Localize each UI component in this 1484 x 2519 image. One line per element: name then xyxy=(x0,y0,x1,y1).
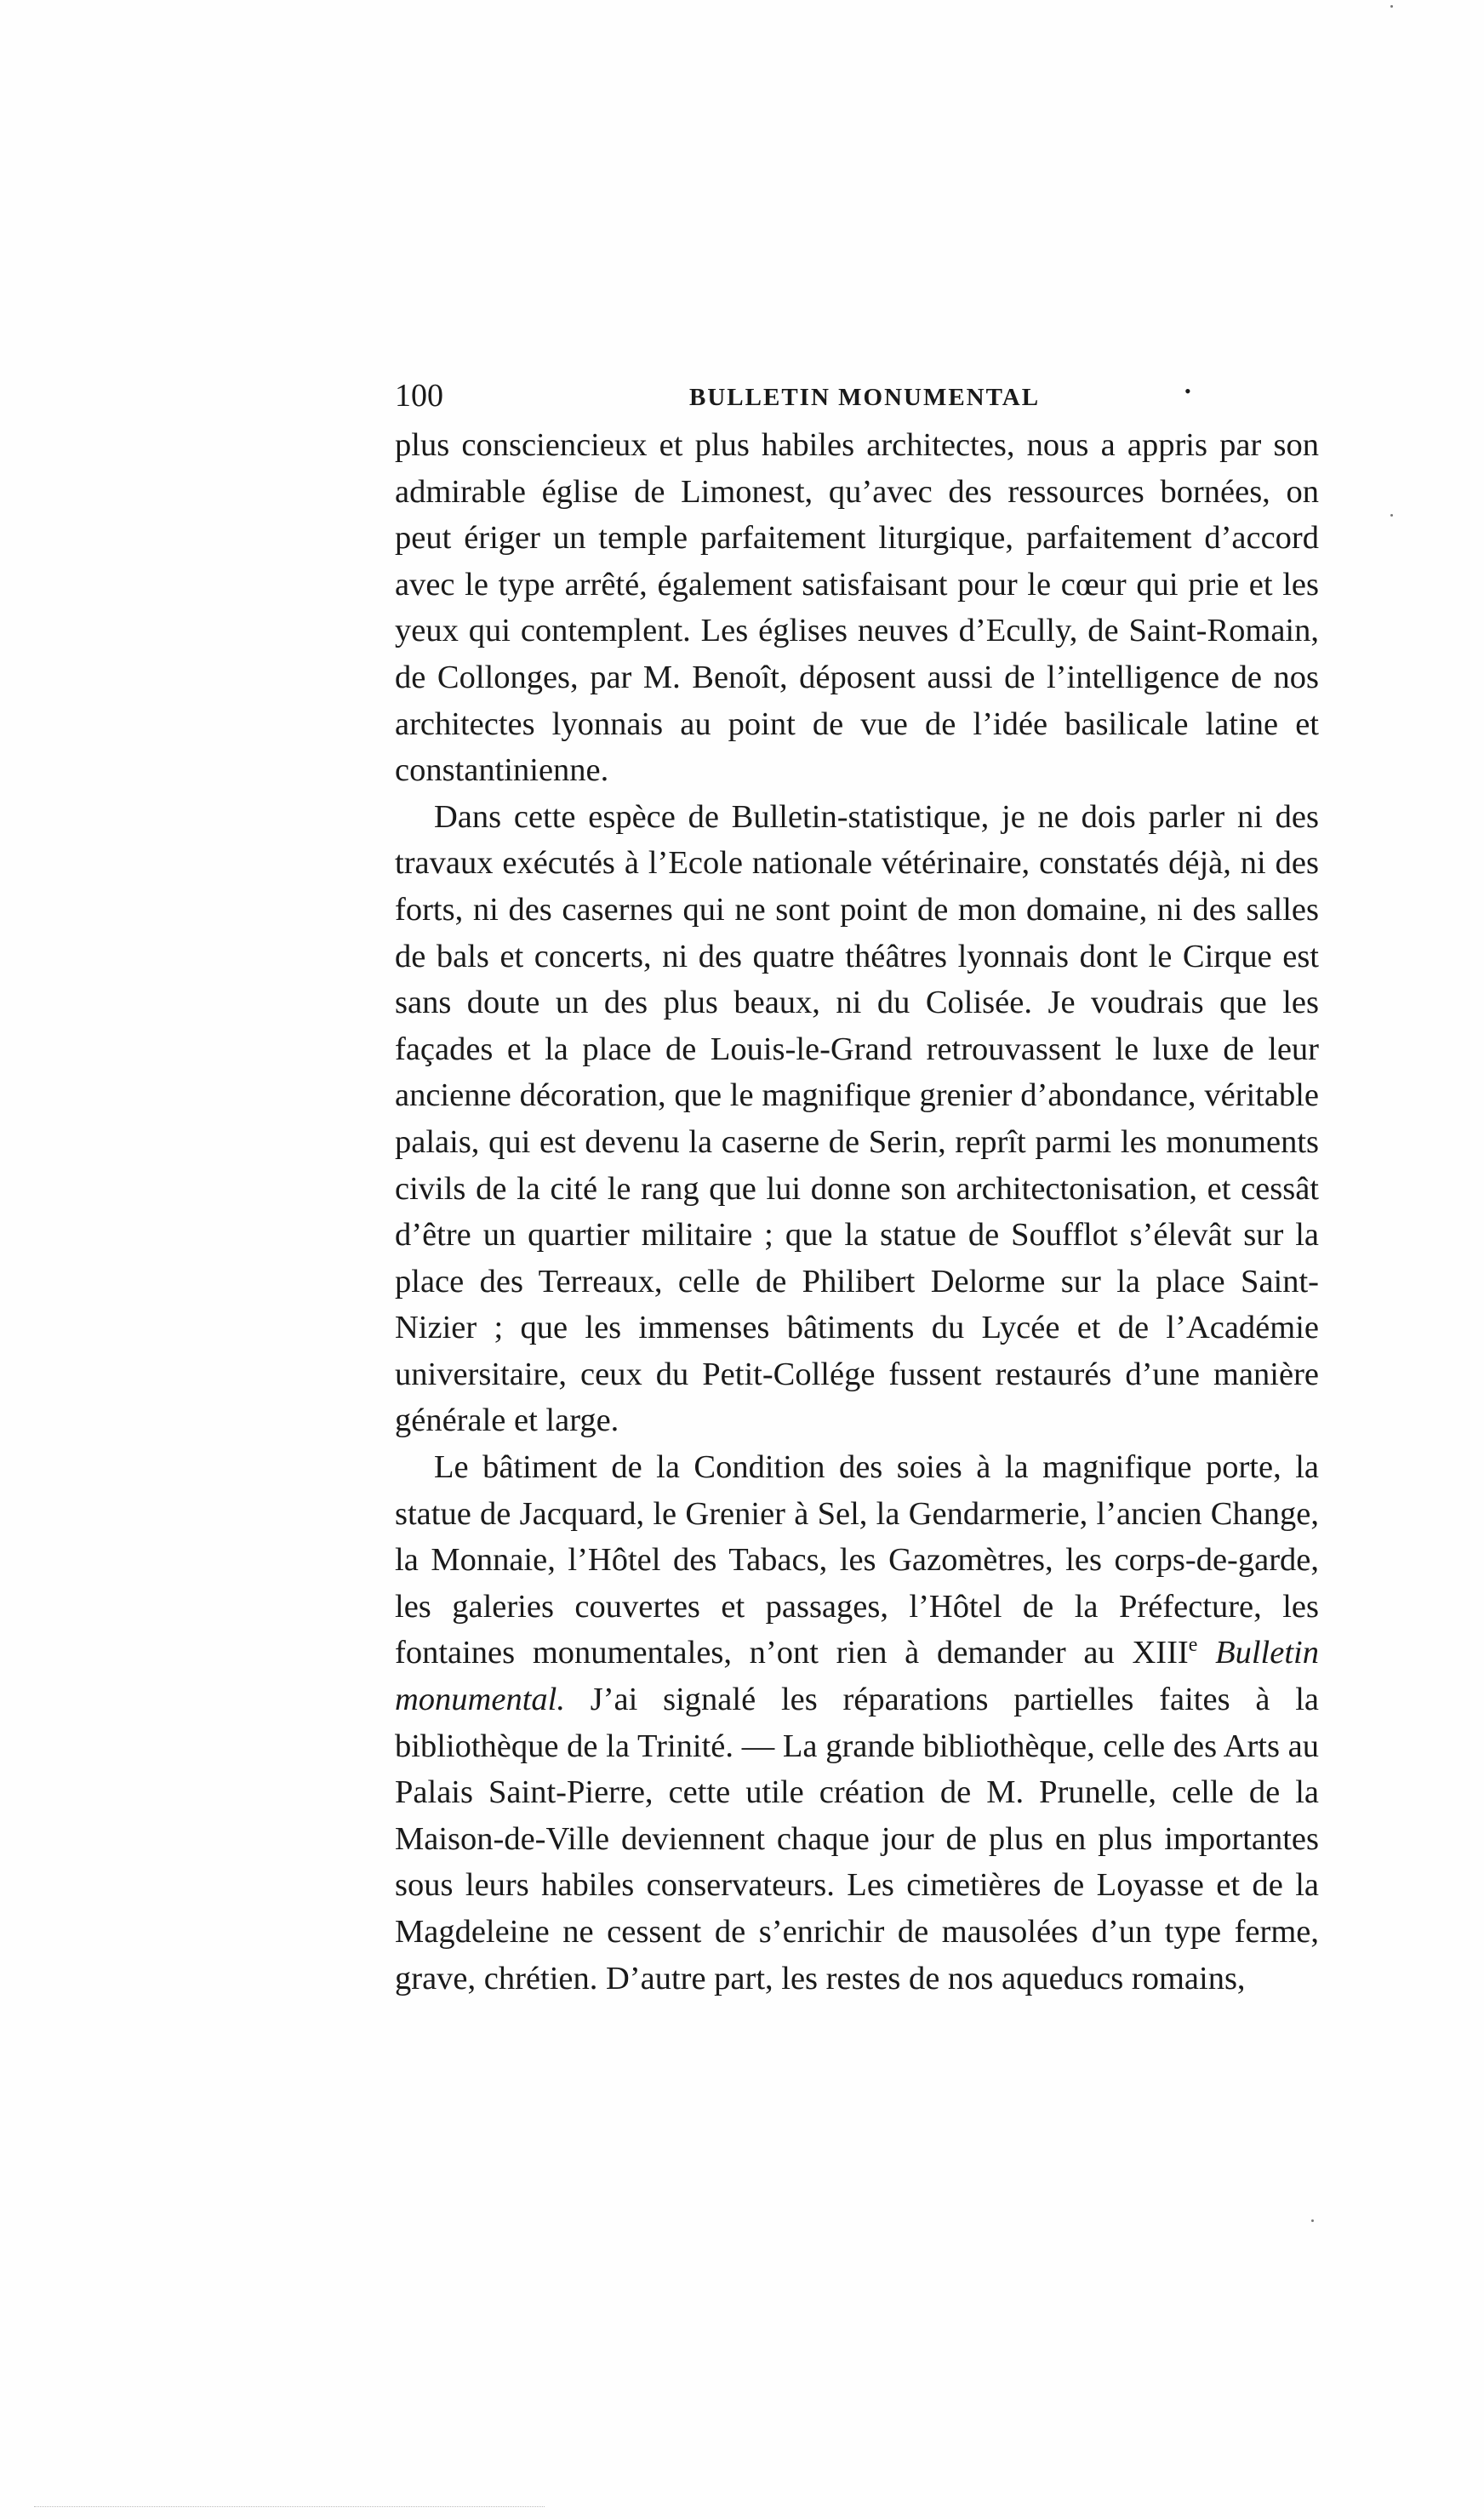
body-text xyxy=(395,422,1319,2002)
scan-speck xyxy=(1390,5,1393,8)
paragraph-text: Dans cette espèce de Bulletin-statistique, je ne dois parler ni des travaux exécutés à l’Ecole nationale vétérinaire, constatés déjà, ni des forts, ni des casernes qui ne sont point de mon domaine, ni des salles de bals et concerts, ni des quatre théâtres lyonnais dont le Cirque est sans doute un des plus beaux, ni du Colisée. Je voudrais que les façades et la place de Louis-le-Grand retrouvassent le luxe de leur ancienne décoration, que le magnifique grenier d’abondance, véritable palais, qui est devenu la caserne de Serin, reprît parmi les monuments civils de la cité le rang que lui donne son architectonisation, et cessât d’être un quartier militaire ; que la statue de Soufflot s’élevât sur la place des Terreaux, celle de Philibert Delorme sur la place Saint-Nizier ; que les immenses bâtiments du Lycée et de l’Académie universitaire, ceux du Petit-Collége fussent restaurés d’une manière générale et large. xyxy=(395,798,1319,1439)
scan-speck xyxy=(1311,2219,1314,2222)
space xyxy=(1197,1635,1215,1671)
ink-mark: • xyxy=(1184,380,1191,402)
running-title: BULLETIN MONUMENTAL xyxy=(689,384,1041,411)
journal-title-italic: Bulletin monumental. xyxy=(395,1635,1319,1718)
paragraph-2 xyxy=(395,794,1319,1444)
paragraph-text: Le bâtiment de la Condition des soies à la magnifique porte, la statue de Jacquard, le Grenier à Sel, la Gendarmerie, l’ancien Change, la Monnaie, l’Hôtel des Tabacs, les Gazomètres, les corps-de-garde, les galeries couvertes et passages, l’Hôtel de la Préfecture, les fontaines monumentales, n’ont rien à demander au XIII xyxy=(395,1449,1319,1671)
paragraph-text: J’ai signalé les réparations partielles faites à la bibliothèque de la Trinité. — La grande bibliothèque, celle des Arts au Palais Saint-Pierre, cette utile création de M. Prunelle, celle de la Maison-de-Ville deviennent chaque jour de plus en plus importantes sous leurs habiles conservateurs. Les cimetières de Loyasse et de la Magdeleine ne cessent de s’enrichir de mausolées d’un type ferme, grave, chrétien. D’autre part, les restes de nos aqueducs romains, xyxy=(395,1682,1319,1996)
scan-speck xyxy=(1390,514,1393,517)
paragraph-1 xyxy=(395,422,1319,794)
page-number: 100 xyxy=(395,378,443,414)
paragraph-3 xyxy=(395,1444,1319,2002)
page-header xyxy=(395,374,1319,417)
scan-edge-noise xyxy=(34,2506,545,2509)
superscript-e: e xyxy=(1188,1634,1198,1657)
paragraph-text: plus consciencieux et plus habiles architectes, nous a appris par son admirable église de Limonest, qu’avec des ressources bornées, on peut ériger un temple parfaitement liturgique, parfaitement d’accord avec le type arrêté, également satisfaisant pour le cœur qui prie et les yeux qui contemplent. Les églises neuves d’Ecully, de Saint-Romain, de Collonges, par M. Benoît, déposent aussi de l’intelligence de nos architectes lyonnais au point de vue de l’idée basilicale latine et constantinienne. xyxy=(395,427,1319,789)
